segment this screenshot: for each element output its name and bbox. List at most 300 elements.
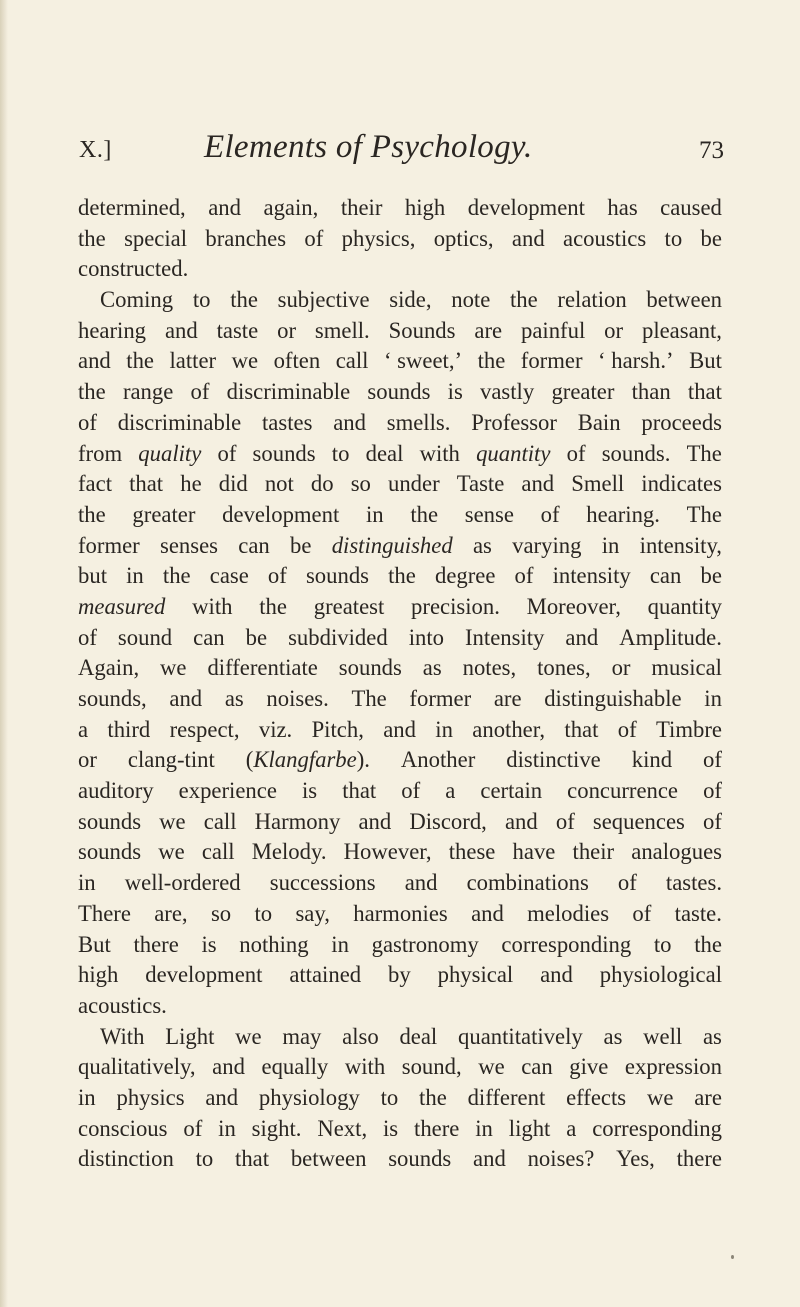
text-line: [78, 285, 722, 316]
word: clang-tint: [127, 747, 215, 773]
word: is: [383, 1115, 399, 1141]
word: of: [514, 563, 534, 589]
word: greatest: [313, 593, 385, 619]
word: different: [467, 1084, 546, 1110]
word: of: [703, 808, 722, 834]
word: senses: [160, 532, 218, 558]
word: is: [201, 931, 217, 957]
word: expression: [624, 1054, 722, 1080]
text-line: [78, 1083, 722, 1114]
text-line: [78, 254, 722, 285]
word: in: [601, 532, 620, 558]
text-line: [78, 500, 722, 531]
word: there: [133, 931, 179, 957]
word: Taste: [456, 471, 505, 497]
word: can: [193, 624, 225, 650]
word: give: [569, 1054, 609, 1080]
word: The: [686, 440, 722, 466]
word: to: [195, 1146, 214, 1172]
word: is: [301, 778, 318, 804]
word: deal: [365, 440, 404, 466]
word: or: [78, 747, 97, 773]
word: of: [190, 379, 210, 405]
word: sounds: [78, 808, 142, 834]
word: and: [358, 808, 392, 834]
word: caused: [660, 195, 722, 220]
word: and: [473, 1146, 506, 1172]
word: of: [555, 808, 575, 834]
word: the: [78, 501, 106, 527]
word: Again,: [78, 655, 140, 681]
word: we: [235, 1023, 262, 1049]
word: there: [676, 1146, 722, 1172]
word: (Klangfarbe).: [245, 747, 370, 773]
word: the: [509, 287, 538, 313]
word: of: [703, 747, 722, 773]
word: the: [78, 379, 106, 405]
word: in: [331, 931, 349, 957]
text-line: [78, 408, 722, 439]
word: as: [702, 1023, 722, 1049]
word: can: [238, 532, 270, 558]
word: of: [78, 624, 97, 650]
page-edge-shadow: [0, 0, 8, 1307]
word: qualitatively,: [78, 1054, 196, 1080]
word: branches: [205, 225, 287, 251]
word: Intensity: [465, 624, 545, 650]
word: in: [704, 686, 722, 711]
word: sounds: [252, 440, 316, 466]
word: be: [245, 624, 268, 650]
word: relation: [557, 287, 627, 313]
word: well-ordered: [124, 870, 241, 896]
word: successions: [269, 870, 376, 896]
word: sounds: [305, 563, 369, 589]
word: not: [264, 471, 294, 497]
word: subjective: [277, 287, 370, 313]
word: smell.: [314, 317, 370, 343]
word: Smell: [571, 471, 625, 497]
word: case: [209, 563, 249, 589]
text-line: [78, 469, 722, 500]
word: equally: [261, 1054, 329, 1080]
word: to: [254, 900, 273, 926]
word: that: [342, 778, 377, 804]
word: another,: [472, 716, 546, 742]
word: tastes: [262, 409, 313, 435]
body-text: [78, 193, 722, 1175]
word: by: [388, 962, 411, 988]
word: hearing.: [586, 501, 660, 527]
text-line: [78, 745, 722, 776]
word: to: [664, 225, 683, 251]
text-line: [78, 592, 722, 623]
word: have: [512, 839, 556, 865]
word: also: [342, 1023, 379, 1049]
word: a: [566, 1115, 577, 1141]
text-line: [78, 346, 722, 377]
word: or: [277, 317, 296, 343]
word: former: [78, 532, 140, 558]
word: differentiate: [207, 655, 318, 681]
word: Melody.: [251, 839, 327, 865]
word: Next,: [317, 1115, 368, 1141]
word: Yes,: [616, 1146, 655, 1172]
word: intensity: [552, 563, 631, 589]
word: Pitch,: [311, 716, 364, 742]
word: But: [78, 931, 111, 957]
word: certain: [480, 778, 543, 804]
word: or: [611, 655, 631, 681]
word: the: [410, 501, 439, 527]
word: musical: [651, 655, 722, 681]
word: intensity,: [639, 532, 722, 558]
word: However,: [343, 839, 432, 865]
word: light: [508, 1115, 551, 1141]
word: of: [617, 870, 637, 896]
word: Discord,: [409, 808, 487, 834]
word: is: [447, 379, 463, 405]
word: distinctive: [506, 747, 601, 773]
word: their: [572, 839, 615, 865]
word: these: [448, 839, 496, 865]
word: The: [351, 686, 387, 711]
word: are: [474, 317, 503, 343]
text-line: [78, 1022, 722, 1053]
word: distinguishable: [544, 686, 682, 711]
word: sound: [117, 624, 173, 650]
word: and: [212, 1054, 245, 1080]
word: development: [467, 195, 585, 220]
word: he: [180, 471, 202, 497]
word: call: [201, 839, 235, 865]
word: that: [129, 471, 164, 497]
paper-speck: [731, 1255, 734, 1259]
word: call: [203, 808, 237, 834]
word: that: [235, 1146, 270, 1172]
word: sounds: [388, 1146, 452, 1172]
word: with: [344, 1054, 386, 1080]
word: Professor: [471, 409, 557, 435]
word: in: [126, 563, 144, 589]
word: concurrence: [567, 778, 679, 804]
word: a: [445, 778, 456, 804]
word: quantity: [476, 440, 551, 466]
word: special: [124, 225, 188, 251]
word: sounds: [78, 839, 142, 865]
word: the: [388, 563, 416, 589]
word: quantity: [647, 593, 722, 619]
word: do: [310, 471, 334, 497]
word: the: [126, 348, 154, 374]
word: gastronomy: [371, 931, 479, 957]
word: to: [331, 440, 350, 466]
word: and: [383, 716, 416, 742]
word: corresponding: [592, 1115, 722, 1141]
word: into: [408, 624, 444, 650]
word: high: [404, 195, 446, 220]
word: a: [78, 716, 89, 742]
text-line: [78, 653, 722, 684]
word: noises?: [527, 1146, 595, 1172]
word: the: [259, 593, 287, 619]
word: that: [687, 379, 722, 405]
word: of: [78, 409, 97, 435]
word: high: [78, 962, 119, 988]
text-line: [78, 316, 722, 347]
word: that: [564, 716, 599, 742]
word: development: [222, 501, 340, 527]
word: side,: [389, 287, 432, 313]
word: With: [100, 1023, 145, 1049]
word: with: [192, 593, 233, 619]
word: as: [603, 1023, 623, 1049]
word: sounds: [338, 655, 402, 681]
word: painful: [520, 317, 586, 343]
word: attained: [289, 962, 362, 988]
word: or: [604, 317, 624, 343]
word: and: [78, 348, 111, 374]
word: we: [159, 808, 186, 834]
word: taste: [216, 317, 259, 343]
word: precision.: [411, 593, 500, 619]
text-line: [78, 807, 722, 838]
word: degree: [434, 563, 496, 589]
word: well: [643, 1023, 683, 1049]
word: and: [164, 317, 198, 343]
text-line: [78, 715, 722, 746]
word: we: [646, 1084, 674, 1110]
word: in: [475, 1115, 493, 1141]
word: deal: [399, 1023, 438, 1049]
word: Bain: [577, 409, 621, 435]
chapter-marker: X.]: [79, 137, 112, 163]
word: pleasant,: [641, 317, 722, 343]
word: third: [107, 716, 151, 742]
word: former: [409, 686, 472, 711]
word: in: [78, 870, 96, 896]
word: notes,: [462, 655, 517, 681]
word: of: [267, 563, 287, 589]
word: distinction: [78, 1146, 174, 1172]
word: But: [689, 348, 722, 374]
word: may: [282, 1023, 322, 1049]
word: vastly: [480, 379, 535, 405]
word: sounds,: [78, 686, 147, 711]
text-line: [78, 623, 722, 654]
word: there: [414, 1115, 460, 1141]
word: we: [231, 348, 259, 374]
word: but: [78, 563, 107, 589]
word: to: [192, 287, 211, 313]
word: and: [205, 1084, 239, 1110]
word: did: [218, 471, 248, 497]
word: so: [350, 471, 371, 497]
text-line: [78, 531, 722, 562]
text-line: [78, 193, 722, 224]
word: the: [78, 225, 106, 251]
word: constructed.: [78, 256, 189, 282]
word: be: [700, 563, 722, 589]
word: proceeds: [641, 409, 722, 435]
word: analogues: [631, 839, 722, 865]
text-line: [78, 899, 722, 930]
word: acoustics: [563, 225, 647, 251]
word: note: [451, 287, 491, 313]
word: than: [631, 379, 671, 405]
text-line: [78, 224, 722, 255]
word: and: [540, 962, 573, 988]
text-line: [78, 837, 722, 868]
word: say,: [295, 900, 330, 926]
word: combinations: [466, 870, 589, 896]
word: and: [169, 686, 203, 711]
word: and: [504, 808, 538, 834]
word: of: [617, 716, 637, 742]
word: ‘ sweet,’: [383, 348, 463, 374]
text-line: [78, 960, 722, 991]
word: smells.: [386, 409, 451, 435]
word: physiology: [258, 1084, 360, 1110]
word: be: [290, 532, 312, 558]
word: again,: [263, 195, 319, 220]
word: Light: [165, 1023, 215, 1049]
word: The: [686, 501, 722, 527]
word: in: [365, 501, 384, 527]
word: acoustics.: [78, 992, 167, 1018]
word: corresponding: [501, 931, 632, 957]
word: are: [694, 1084, 722, 1110]
word: has: [607, 195, 638, 220]
word: former: [520, 348, 583, 374]
word: Another: [400, 747, 476, 773]
word: nothing: [239, 931, 309, 957]
word: hearing: [78, 317, 147, 343]
word: in: [78, 1084, 96, 1110]
word: and: [511, 225, 545, 251]
word: of: [401, 778, 421, 804]
word: we: [478, 1054, 505, 1080]
word: tones,: [537, 655, 591, 681]
word: determined,: [78, 195, 186, 220]
page-number: 73: [699, 137, 724, 164]
word: of: [183, 1115, 203, 1141]
text-line: [78, 868, 722, 899]
word: greater: [551, 379, 615, 405]
word: the: [419, 1084, 447, 1110]
word: subdivided: [288, 624, 388, 650]
word: between: [646, 287, 722, 313]
word: in: [435, 716, 453, 742]
word: Moreover,: [526, 593, 621, 619]
word: under: [387, 471, 440, 497]
word: be: [700, 225, 722, 251]
word: indicates: [641, 471, 722, 497]
word: range: [122, 379, 174, 405]
word: in: [218, 1115, 236, 1141]
word: ‘ harsh.’: [598, 348, 674, 374]
word: kind: [631, 747, 673, 773]
word: Amplitude.: [619, 624, 722, 650]
word: can: [649, 563, 682, 589]
word: greater: [132, 501, 196, 527]
word: experience: [178, 778, 277, 804]
word: sound,: [401, 1054, 462, 1080]
word: sounds.: [601, 440, 671, 466]
word: of: [540, 501, 560, 527]
word: auditory: [78, 778, 154, 804]
text-line: [78, 1052, 722, 1083]
word: physiological: [599, 962, 722, 988]
word: Sounds: [388, 317, 456, 343]
word: of: [304, 225, 324, 251]
word: as: [472, 532, 492, 558]
word: melodies: [527, 900, 610, 926]
word: the: [477, 348, 506, 374]
word: and: [333, 409, 366, 435]
word: sense: [464, 501, 514, 527]
word: development: [145, 962, 263, 988]
word: often: [273, 348, 321, 374]
word: and: [471, 900, 504, 926]
word: so: [210, 900, 232, 926]
word: conscious: [78, 1115, 168, 1141]
word: and: [404, 870, 438, 896]
word: we: [158, 839, 185, 865]
word: their: [340, 195, 383, 220]
word: we: [160, 655, 187, 681]
word: and: [521, 471, 555, 497]
word: of: [566, 440, 586, 466]
word: latter: [169, 348, 217, 374]
word: sequences: [592, 808, 685, 834]
word: are: [493, 686, 522, 711]
word: There: [78, 900, 131, 926]
word: Harmony: [254, 808, 341, 834]
word: distinguished: [331, 532, 453, 558]
word: discriminable: [226, 379, 351, 405]
word: the: [162, 563, 191, 589]
text-line: [78, 561, 722, 592]
word: taste.: [674, 900, 722, 926]
word: tastes.: [665, 870, 722, 896]
word: quantitatively: [458, 1023, 583, 1049]
text-line: [78, 439, 722, 470]
word: with: [419, 440, 460, 466]
word: and: [208, 195, 241, 220]
running-head: [0, 129, 800, 169]
word: discriminable: [117, 409, 242, 435]
word: viz.: [258, 716, 293, 742]
word: sight.: [251, 1115, 302, 1141]
word: between: [290, 1146, 367, 1172]
word: the: [230, 287, 258, 313]
word: to: [653, 931, 672, 957]
word: effects: [566, 1084, 627, 1110]
word: call: [335, 348, 369, 374]
word: varying: [512, 532, 582, 558]
text-line: [78, 684, 722, 715]
text-line: [78, 776, 722, 807]
word: noises.: [266, 686, 329, 711]
text-line: [78, 1114, 722, 1145]
word: to: [380, 1084, 399, 1110]
word: measured: [78, 593, 166, 619]
book-title: Elements of Psychology.: [204, 129, 533, 165]
word: physics: [116, 1084, 185, 1110]
word: physics,: [341, 225, 416, 251]
word: Timbre: [656, 716, 722, 742]
